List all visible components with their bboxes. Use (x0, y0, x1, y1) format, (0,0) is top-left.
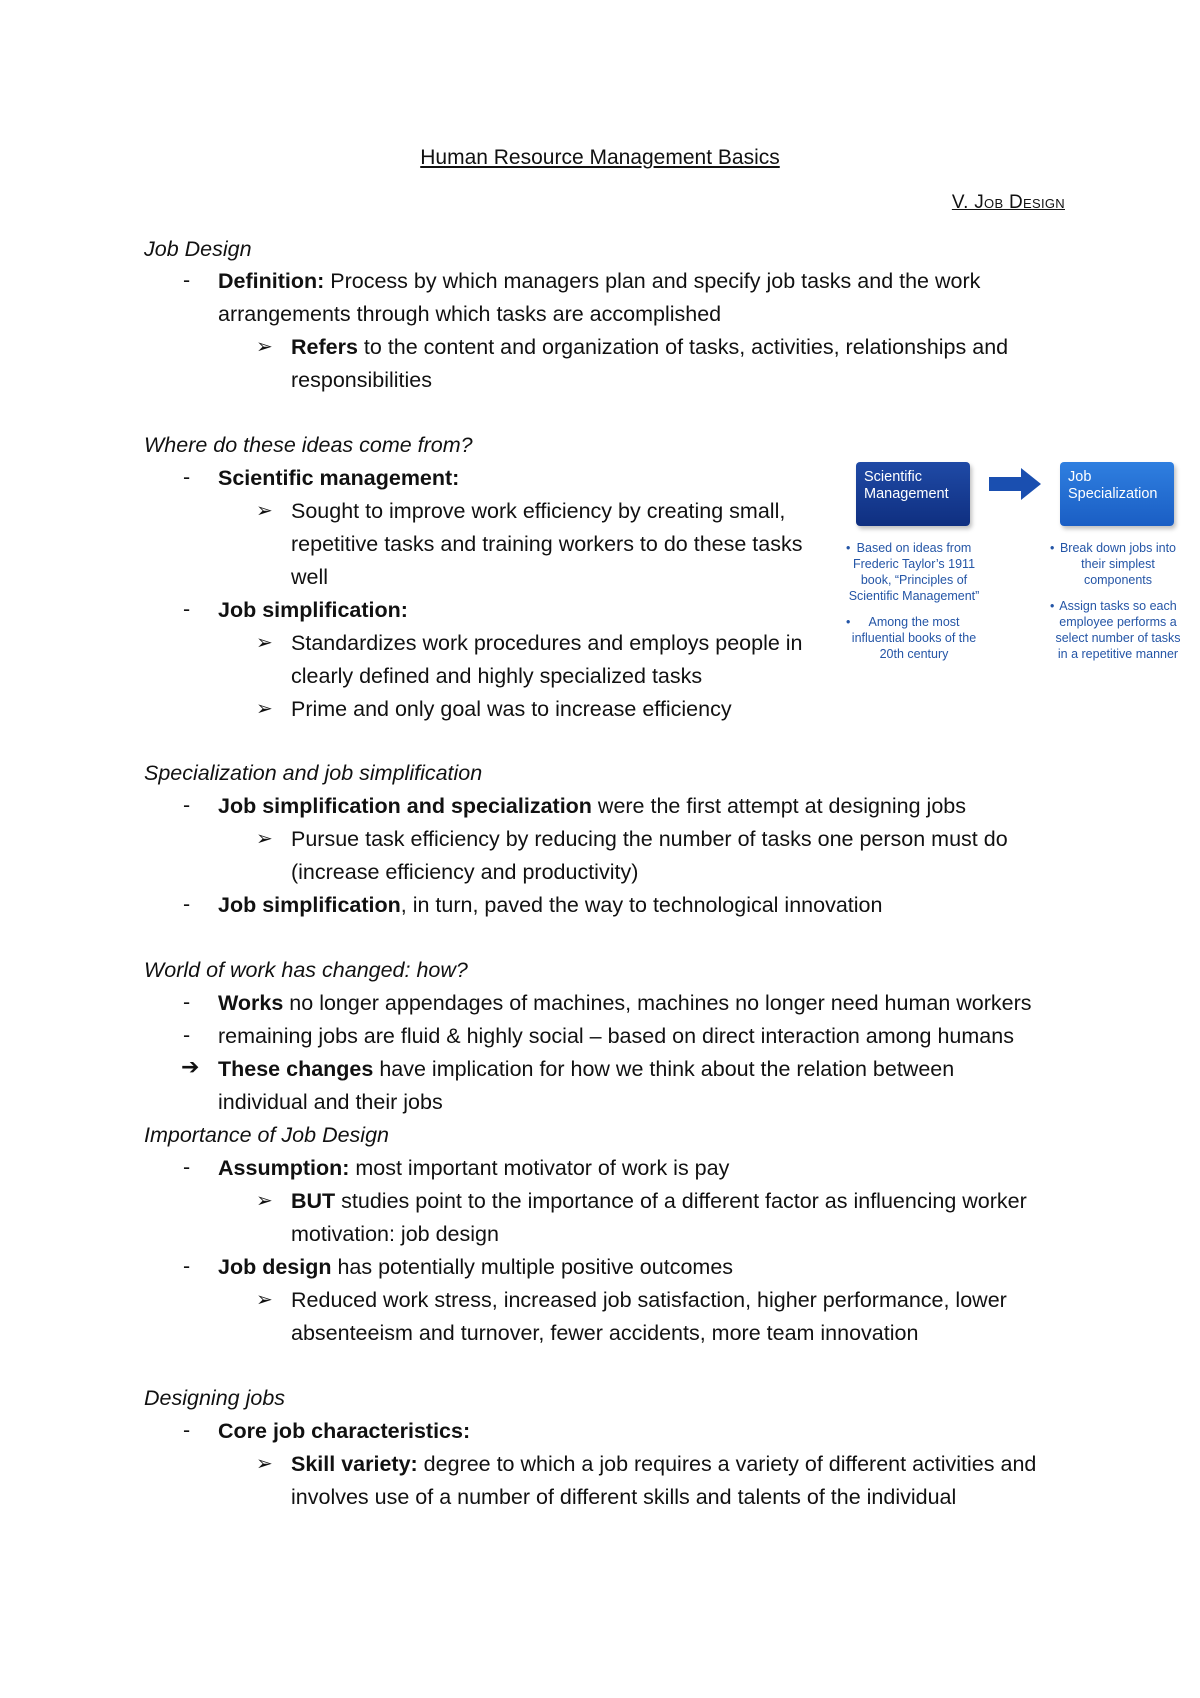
definition-text-cont: arrangements through which tasks are accomplished (218, 302, 722, 326)
importance-sub-2: Reduced work stress, increased job satisfaction, higher performance, lower (291, 1288, 1007, 1312)
job-simplification-label: Job simplification: (218, 598, 408, 622)
sci-text-2: repetitive tasks and training workers to do these tasks (291, 532, 803, 556)
right-arrow-icon (989, 468, 1043, 500)
section-heading-importance: Importance of Job Design (144, 1123, 389, 1147)
importance-bullet-2: Job design has potentially multiple positive outcomes (218, 1255, 734, 1279)
section-heading-designing-jobs: Designing jobs (144, 1386, 286, 1410)
arrowhead-bullet-icon: ➢ (256, 698, 273, 720)
refers-label: Refers (291, 335, 358, 359)
dash-bullet: - (183, 1418, 191, 1442)
dash-bullet: - (183, 990, 191, 1014)
section-heading-world-of-work: World of work has changed: how? (144, 958, 468, 982)
document-title: Human Resource Management Basics (420, 146, 780, 169)
simp-text-1b: clearly defined and highly specialized tasks (291, 664, 703, 688)
dash-bullet: - (183, 597, 191, 621)
arrowhead-bullet-icon: ➢ (256, 1453, 273, 1475)
chapter-heading: V. Job Design (951, 192, 1065, 213)
spec-bullet-2: Job simplification, in turn, paved the way to technological innovation (218, 893, 883, 917)
diagram-note: • Break down jobs into their simplest components (1052, 540, 1184, 588)
dash-bullet: - (183, 1155, 191, 1179)
core-characteristics-label: Core job characteristics: (218, 1419, 471, 1443)
simp-text-1a: Standardizes work procedures and employs people in (291, 631, 803, 655)
importance-sub-1: BUT studies point to the importance of a different factor as influencing worker (291, 1189, 1027, 1213)
arrowhead-bullet-icon: ➢ (256, 632, 273, 654)
dash-bullet: - (183, 1023, 191, 1047)
world-bullet-2: remaining jobs are fluid & highly social – based on direct interaction among humans (218, 1024, 1014, 1048)
refers-text-cont: responsibilities (291, 368, 433, 392)
spec-sub-1: Pursue task efficiency by reducing the number of tasks one person must do (291, 827, 1008, 851)
definition-label: Definition: (218, 269, 325, 293)
arrowhead-bullet-icon: ➢ (256, 500, 273, 522)
section-heading-job-design: Job Design (144, 237, 252, 261)
section-heading-specialization: Specialization and job simplification (144, 761, 483, 785)
spec-bullet-1: Job simplification and specialization were the first attempt at designing jobs (218, 794, 966, 818)
sci-text-1: Sought to improve work efficiency by creating small, (291, 499, 786, 523)
dash-bullet: - (183, 1254, 191, 1278)
job-specialization-box: Job Specialization (1060, 462, 1174, 526)
skill-variety-line: Skill variety: degree to which a job requires a variety of different activities and (291, 1452, 1037, 1476)
importance-bullet-1: Assumption: most important motivator of work is pay (218, 1156, 730, 1180)
world-bullet-3: These changes have implication for how we think about the relation between (218, 1057, 955, 1081)
section-heading-origins: Where do these ideas come from? (144, 433, 473, 457)
right-arrow-bullet-icon: ➔ (181, 1054, 200, 1079)
importance-sub-2-cont: absenteeism and turnover, fewer accidents, more team innovation (291, 1321, 919, 1345)
arrowhead-bullet-icon: ➢ (256, 828, 273, 850)
arrowhead-bullet-icon: ➢ (256, 1190, 273, 1212)
arrowhead-bullet-icon: ➢ (256, 336, 273, 358)
importance-sub-1-cont: motivation: job design (291, 1222, 499, 1246)
world-bullet-1: Works no longer appendages of machines, machines no longer need human workers (218, 991, 1032, 1015)
dash-bullet: - (183, 465, 191, 489)
scientific-management-box: Scientific Management (856, 462, 970, 526)
diagram-note: • Based on ideas from Frederic Taylor’s 1911 book, “Principles of Scientific Management” (848, 540, 980, 604)
arrowhead-bullet-icon: ➢ (256, 1289, 273, 1311)
definition-line (218, 268, 980, 294)
diagram-note: • Assign tasks so each employee performs a select number of tasks in a repetitive manner (1052, 598, 1184, 662)
sci-text-3: well (291, 565, 329, 589)
dash-bullet: - (183, 268, 191, 292)
diagram-note: • Among the most influential books of the 20th century (848, 614, 980, 662)
scientific-management-notes (848, 540, 980, 672)
simp-text-2: Prime and only goal was to increase efficiency (291, 697, 732, 721)
dash-bullet: - (183, 892, 191, 916)
dash-bullet: - (183, 793, 191, 817)
scientific-management-label: Scientific management: (218, 466, 460, 490)
spec-sub-2: (increase efficiency and productivity) (291, 860, 639, 884)
world-bullet-3-cont: individual and their jobs (218, 1090, 443, 1114)
refers-text: to the content and organization of tasks, activities, relationships and (357, 335, 1009, 359)
refers-line (291, 334, 1008, 360)
job-specialization-notes (1052, 540, 1184, 672)
definition-text: Process by which managers plan and specify job tasks and the work (324, 269, 981, 293)
skill-variety-cont: involves use of a number of different skills and talents of the individual (291, 1485, 957, 1509)
